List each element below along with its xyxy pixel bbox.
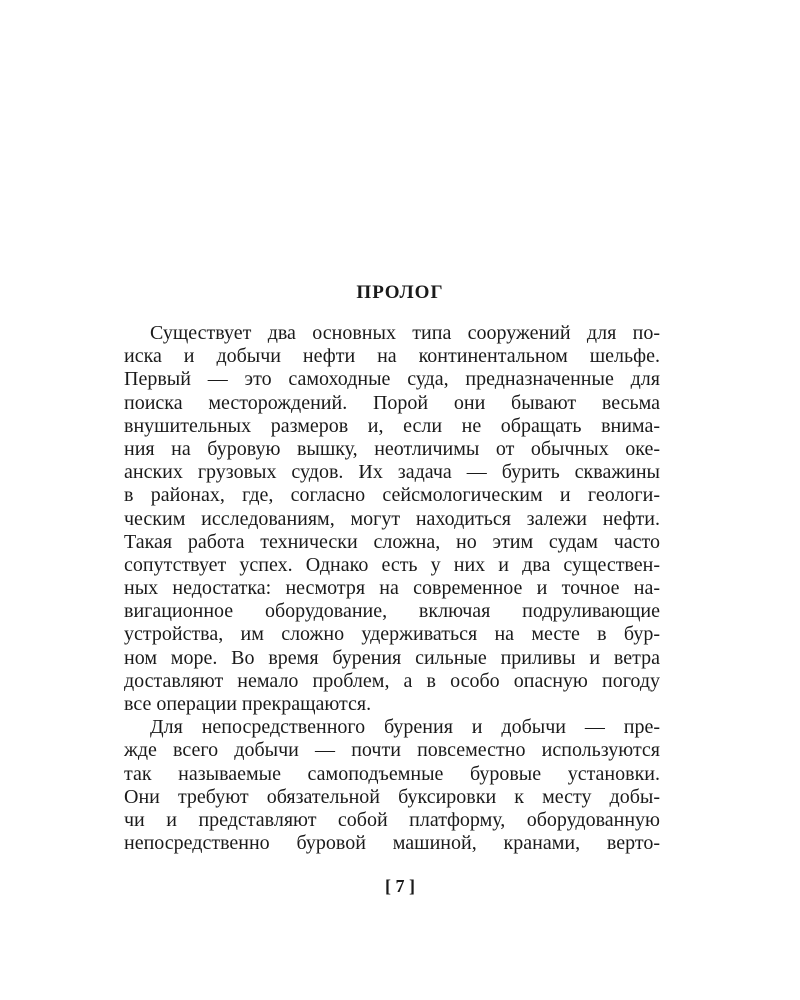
text-line: все операции прекращаются. xyxy=(124,693,372,715)
text-line: доставляют немало проблем, а в особо опасную погоду xyxy=(124,669,660,692)
text-line: вигационное оборудование, включая подруливающие xyxy=(124,600,660,623)
text-line: Для непосредственного бурения и добычи — пре- xyxy=(150,716,660,739)
text-line: ном море. Во время бурения сильные приливы и ветра xyxy=(124,646,660,669)
text-line: в районах, где, согласно сейсмологическим и геологи- xyxy=(124,484,660,507)
body-text xyxy=(124,322,660,855)
paragraph-2 xyxy=(124,716,660,855)
text-line: Они требуют обязательной буксировки к месту добы- xyxy=(124,785,660,808)
text-line: ния на буровую вышку, неотличимы от обычных оке- xyxy=(124,437,660,460)
text-line: анских грузовых судов. Их задача — бурить скважины xyxy=(124,461,660,484)
text-line: ных недостатка: несмотря на современное и точное на- xyxy=(124,577,660,600)
text-line: жде всего добычи — почти повсеместно используются xyxy=(124,739,660,762)
text-line: так называемые самоподъемные буровые установки. xyxy=(124,762,660,785)
text-line: чи и представляют собой платформу, оборудованную xyxy=(124,808,660,831)
chapter-title: ПРОЛОГ xyxy=(356,282,444,303)
paragraph-1 xyxy=(124,322,660,716)
text-line: устройства, им сложно удерживаться на месте в бур- xyxy=(124,623,660,646)
text-line: ческим исследованиям, могут находиться залежи нефти. xyxy=(124,507,660,530)
text-line: Такая работа технически сложна, но этим судам часто xyxy=(124,530,660,553)
text-line: непосредственно буровой машиной, кранами, верто- xyxy=(124,832,660,855)
text-line: Существует два основных типа сооружений для по- xyxy=(150,322,660,344)
text-line: Первый — это самоходные суда, предназначенные для xyxy=(124,368,660,391)
text-line: сопутствует успех. Однако есть у них и два существен- xyxy=(124,553,660,576)
text-line: иска и добычи нефти на континентальном шельфе. xyxy=(124,345,660,368)
page-number: [ 7 ] xyxy=(385,876,415,896)
text-line: поиска месторождений. Порой они бывают весьма xyxy=(124,391,660,414)
text-line: внушительных размеров и, если не обращать внима- xyxy=(124,414,660,437)
